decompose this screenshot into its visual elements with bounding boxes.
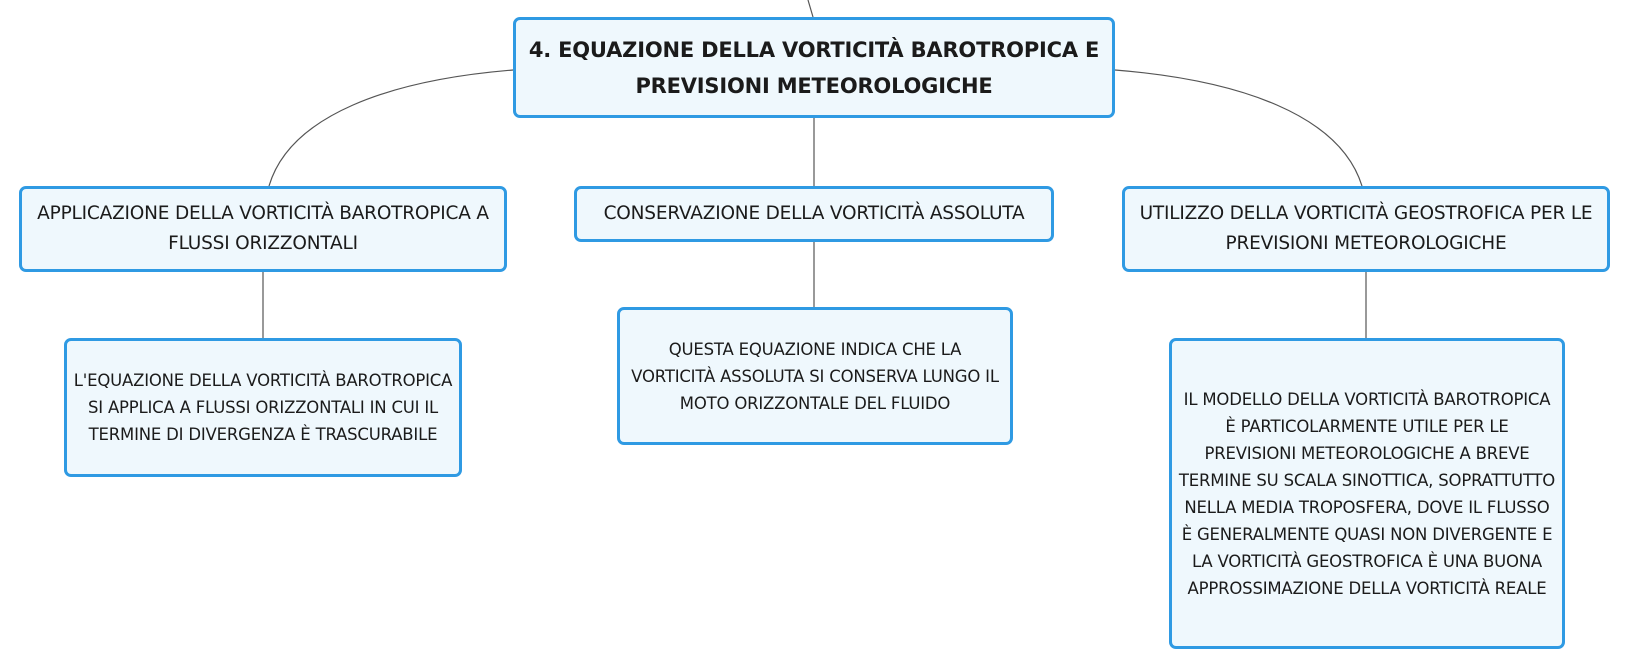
detail-conservazione-vorticita[interactable] xyxy=(617,307,1013,445)
topic-applicazione-flussi-orizzontali[interactable] xyxy=(19,186,507,272)
detail-text: QUESTA EQUAZIONE INDICA CHE LA VORTICITÀ ASSOLUTA SI CONSERVA LUNGO IL MOTO ORIZZONTALE DEL FLUIDO xyxy=(631,339,999,413)
incoming-connector xyxy=(808,0,813,17)
root-topic[interactable] xyxy=(513,17,1115,118)
detail-text: IL MODELLO DELLA VORTICITÀ BAROTROPICA È PARTICOLARMENTE UTILE PER LE PREVISIONI METEOROLOGICHE A BREVE TERMINE SU SCALA SINOTTICA, SOPRATTUTTO NELLA MEDIA TROPOSFERA, DOVE IL FLUSSO È GENERALMENTE QUASI NON DIVERGENTE E LA VORTICITÀ GEOSTROFICA È UNA BUONA APPROSSIMAZIONE DELLA VORTICITÀ REALE xyxy=(1178,389,1556,598)
topic-vorticita-geostrofica[interactable] xyxy=(1122,186,1610,272)
detail-vorticita-geostrofica[interactable] xyxy=(1169,338,1565,649)
topic-label: CONSERVAZIONE DELLA VORTICITÀ ASSOLUTA xyxy=(603,203,1025,224)
topic-label: UTILIZZO DELLA VORTICITÀ GEOSTROFICA PER LE PREVISIONI METEOROLOGICHE xyxy=(1139,203,1593,254)
connector-root-left xyxy=(269,70,513,186)
root-topic-title: 4. EQUAZIONE DELLA VORTICITÀ BAROTROPICA E PREVISIONI METEOROLOGICHE xyxy=(528,37,1100,98)
topic-conservazione-vorticita[interactable] xyxy=(574,186,1054,242)
detail-text: L'EQUAZIONE DELLA VORTICITÀ BAROTROPICA SI APPLICA A FLUSSI ORIZZONTALI IN CUI IL TERMINE DI DIVERGENZA È TRASCURABILE xyxy=(73,371,453,444)
topic-label: APPLICAZIONE DELLA VORTICITÀ BAROTROPICA A FLUSSI ORIZZONTALI xyxy=(37,203,489,254)
connector-root-right xyxy=(1115,70,1362,186)
detail-applicazione-flussi-orizzontali[interactable] xyxy=(64,338,462,477)
